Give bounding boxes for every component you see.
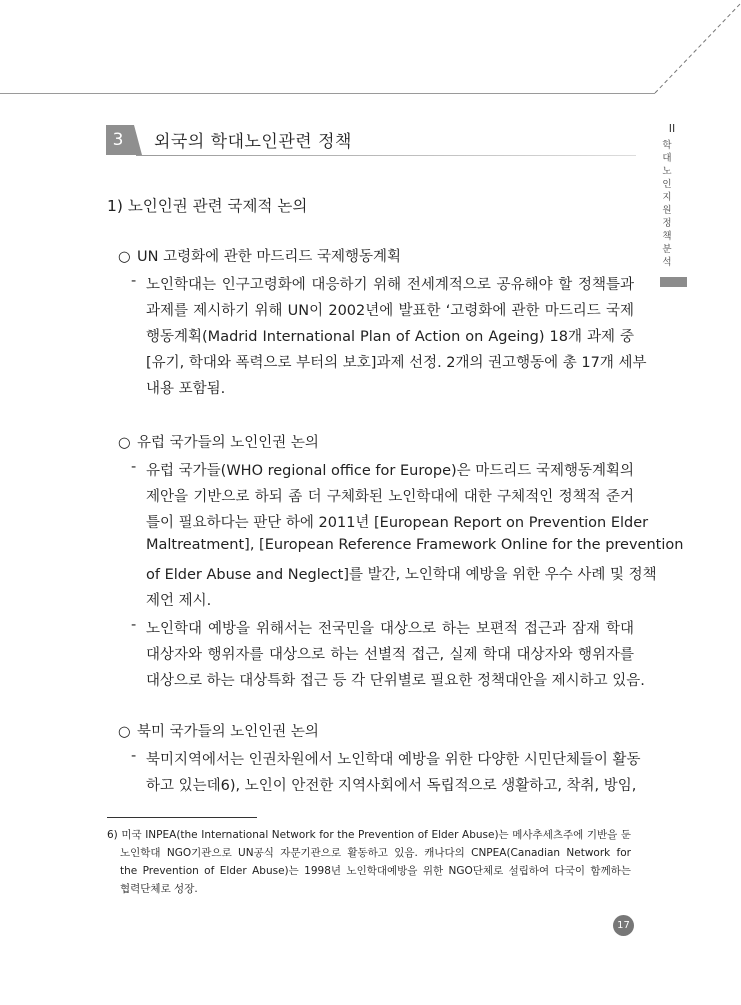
paragraph-line: 노인학대는 인구고령화에 대응하기 위해 전세계적으로 공유해야 할 정책틀과 [146,277,634,293]
section-underline [136,155,636,156]
section-title: 외국의 학대노인관련 정책 [154,132,352,152]
bullet-heading-north-america [118,720,319,741]
paragraph-line: 과제를 제시하기 위해 UN이 2002년에 발표한 ‘고령화에 관한 마드리드 국제 [146,303,634,319]
bullet-circle-icon: ○ [118,435,131,451]
dash-marker: - [131,459,137,475]
bullet-heading-text: 북미 국가들의 노인인권 논의 [137,724,319,740]
paragraph-line: 대상자와 행위자를 대상으로 하는 선별적 접근, 실제 학대 대상자와 행위자를 [146,647,634,663]
section-number-slant [130,125,142,155]
section-heading [106,124,636,158]
paragraph-line: [유기, 학대와 폭력으로 부터의 보호]과제 선정. 2개의 권고행동에 총 17개 세부 [146,355,647,371]
chapter-tab-bar [660,277,687,287]
paragraph-line: 제안을 기반으로 하되 좀 더 구체화된 노인학대에 대한 구체적인 정책적 준거 [146,489,634,505]
paragraph-line: 내용 포함됨. [146,381,226,397]
footnote-line: 협력단체로 성장. [120,883,198,895]
paragraph-line: 제언 제시. [146,593,212,609]
paragraph-line: 노인학대 예방을 위해서는 전국민을 대상으로 하는 보편적 접근과 잠재 학대 [146,621,634,637]
bullet-heading-text: 유럽 국가들의 노인인권 논의 [137,435,319,451]
paragraph-line: 유럽 국가들(WHO regional office for Europe)은 마드리드 국제행동계획의 [146,463,634,479]
chapter-roman-numeral: II [668,122,676,135]
dash-marker: - [131,748,137,764]
paragraph-line: 행동계획(Madrid International Plan of Action on Ageing) 18개 과제 중 [146,329,634,345]
paragraph-line: 하고 있는데6), 노인이 안전한 지역사회에서 독립적으로 생활하고, 착취, 방임, [146,778,637,794]
subsection-heading: 1) 노인인권 관련 국제적 논의 [107,197,308,215]
paragraph-line: Maltreatment], [European Reference Framework Online for the prevention [146,537,684,553]
footnote-line: 6) 미국 INPEA(the International Network for the Prevention of Elder Abuse)는 메사추세츠주에 기반을 둔 [107,829,631,841]
bullet-heading-europe [118,431,319,452]
section-number: 3 [106,125,130,155]
corner-decoration [0,0,741,100]
footnote-line: the Prevention of Elder Abuse)는 1998년 노인학대예방을 위한 NGO단체로 설립하여 다국이 함께하는 [120,865,631,877]
bullet-heading-un [118,245,401,266]
paragraph-line: 북미지역에서는 인권차원에서 노인학대 예방을 위한 다양한 시민단체들이 활동 [146,752,641,768]
dash-marker: - [131,273,137,289]
bullet-heading-text: UN 고령화에 관한 마드리드 국제행동계획 [137,249,402,265]
footnote-line: 노인학대 NGO기관으로 UN공식 자문기관으로 활동하고 있음. 캐나다의 CNPEA(Canadian Network for [120,847,631,859]
paragraph-line: 대상으로 하는 대상특화 접근 등 각 단위별로 필요한 정책대안을 제시하고 있음. [146,673,645,689]
dash-marker: - [131,617,137,633]
chapter-vertical-title: 학대노인 지원 정책 분석 [662,140,672,268]
page-number-badge: 17 [613,915,634,936]
paragraph-line: 틀이 필요하다는 판단 하에 2011년 [European Report on Prevention Elder [146,515,649,531]
bullet-circle-icon: ○ [118,724,131,740]
bullet-circle-icon: ○ [118,249,131,265]
chapter-side-tab [660,122,684,287]
footnote-rule [107,817,257,818]
paragraph-line: of Elder Abuse and Neglect]를 발간, 노인학대 예방을 위한 우수 사례 및 정책 [146,567,657,583]
